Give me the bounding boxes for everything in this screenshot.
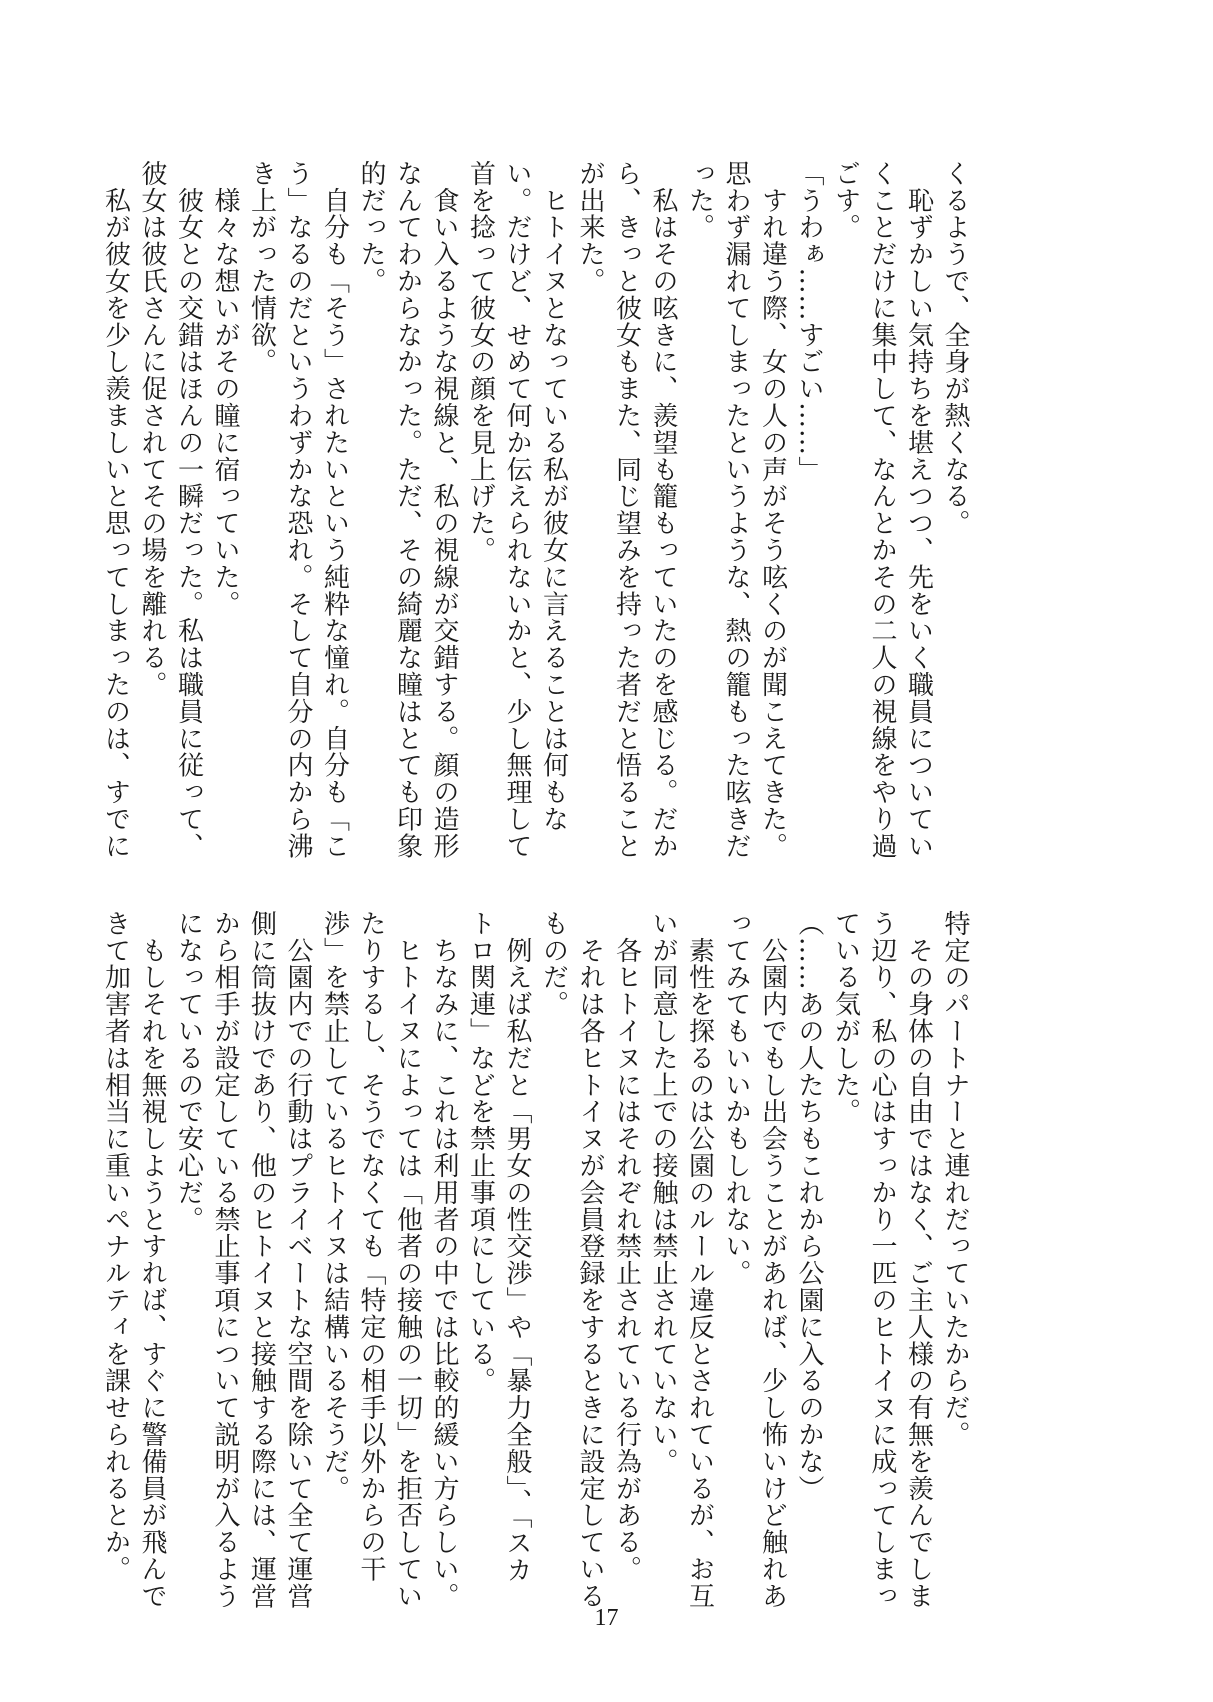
text-line: なんてわからなかった。ただ、その綺麗な瞳はとても印象 [392,160,423,860]
text-line: から相手が設定している禁止事項について説明が入るよう [210,910,240,1610]
text-line: 公園内での行動はプライベートな空間を除いて全て運営 [283,910,313,1610]
text-line: ヒトイヌとなっている私が彼女に言えることは何もな [538,160,569,833]
text-line: たりするし、そうでなくても「特定の相手以外からの干 [356,910,386,1583]
text-line: 様々な想いがその瞳に宿っていた。 [210,160,240,618]
text-line: ヒトイヌによっては「他者の接触の一切」を拒否してい [392,910,423,1610]
text-line: ら、きっと彼女もまた、同じ望みを持った者だと悟ること [611,160,642,860]
text-line: 各ヒトイヌにはそれぞれ禁止されている行為がある。 [611,910,642,1583]
text-line: ている気がした。 [830,910,861,1126]
text-line: 彼女は彼氏さんに促されてその場を離れる。 [137,160,167,698]
text-line: くことだけに集中して、なんとかその二人の視線をやり過 [867,160,897,860]
text-line: 思わず漏れてしまったというような、熱の籠もった呟きだ [721,160,751,860]
page-number: 17 [594,1605,619,1631]
text-line: ものだ。 [538,910,569,1018]
top-text-block [97,160,973,860]
text-line: もしそれを無視しようとすれば、すぐに警備員が飛んで [137,910,167,1610]
text-line: が出来た。 [575,160,605,295]
text-line: （……あの人たちもこれから公園に入るのかな） [794,910,824,1502]
text-line: ちなみに、これは利用者の中では比較的緩い方らしい。 [429,910,459,1610]
text-line: ってみてもいいかもしれない。 [721,910,751,1287]
text-line: きて加害者は相当に重いペナルティを課せられるとか。 [100,910,131,1583]
text-line: 公園内でもし出会うことがあれば、少し怖いけど触れあ [757,910,788,1610]
text-line: 首を捻って彼女の顔を見上げた。 [465,160,496,564]
text-line: 私が彼女を少し羨ましいと思ってしまったのは、すでに [100,160,131,860]
text-line: いが同意した上での接触は禁止されていない。 [648,910,678,1475]
text-line: くるようで、全身が熱くなる。 [940,160,970,537]
text-line: ごす。 [830,160,861,241]
text-line: その身体の自由ではなく、ご主人様の有無を羨んでしま [903,910,934,1610]
text-line: 側に筒抜けであり、他のヒトイヌと接触する際には、運営 [246,910,277,1610]
text-line: 私はその呟きに、羨望も籠もっていたのを感じる。だか [648,160,678,860]
text-line: い。だけど、せめて何か伝えられないかと、少し無理して [502,160,532,860]
text-line: それは各ヒトイヌが会員登録をするときに設定している [575,910,605,1610]
text-line: 特定のパートナーと連れだっていたからだ。 [940,910,970,1448]
text-line: 素性を探るのは公園のルール違反とされているが、お互 [684,910,715,1610]
text-line: すれ違う際、女の人の声がそう呟くのが聞こえてきた。 [757,160,788,860]
text-line: 的だった。 [356,160,386,295]
text-line: 例えば私だと「男女の性交渉」や「暴力全般」、「スカ [502,910,532,1584]
text-line: 恥ずかしい気持ちを堪えつつ、先をいく職員についてい [903,160,934,860]
text-line: になっているので安心だ。 [173,910,204,1233]
text-line: 渉」を禁止しているヒトイヌは結構いるそうだ。 [319,910,350,1502]
text-line: 自分も「そう」されたいという純粋な憧れ。自分も「こ [319,160,350,860]
text-line: った。 [684,160,715,241]
text-line: 「うわぁ……すごい……」 [794,160,824,483]
text-line: 彼女との交錯はほんの一瞬だった。私は職員に従って、 [173,160,204,860]
text-line: トロ関連」などを禁止事項にしている。 [465,910,496,1395]
bottom-text-block [97,910,973,1610]
text-line: う辺り、私の心はすっかり一匹のヒトイヌに成ってしまっ [867,910,897,1610]
text-line: う」なるのだというわずかな恐れ。そして自分の内から沸 [283,160,313,860]
text-line: 食い入るような視線と、私の視線が交錯する。顔の造形 [429,160,459,860]
text-line: き上がった情欲。 [246,160,277,376]
